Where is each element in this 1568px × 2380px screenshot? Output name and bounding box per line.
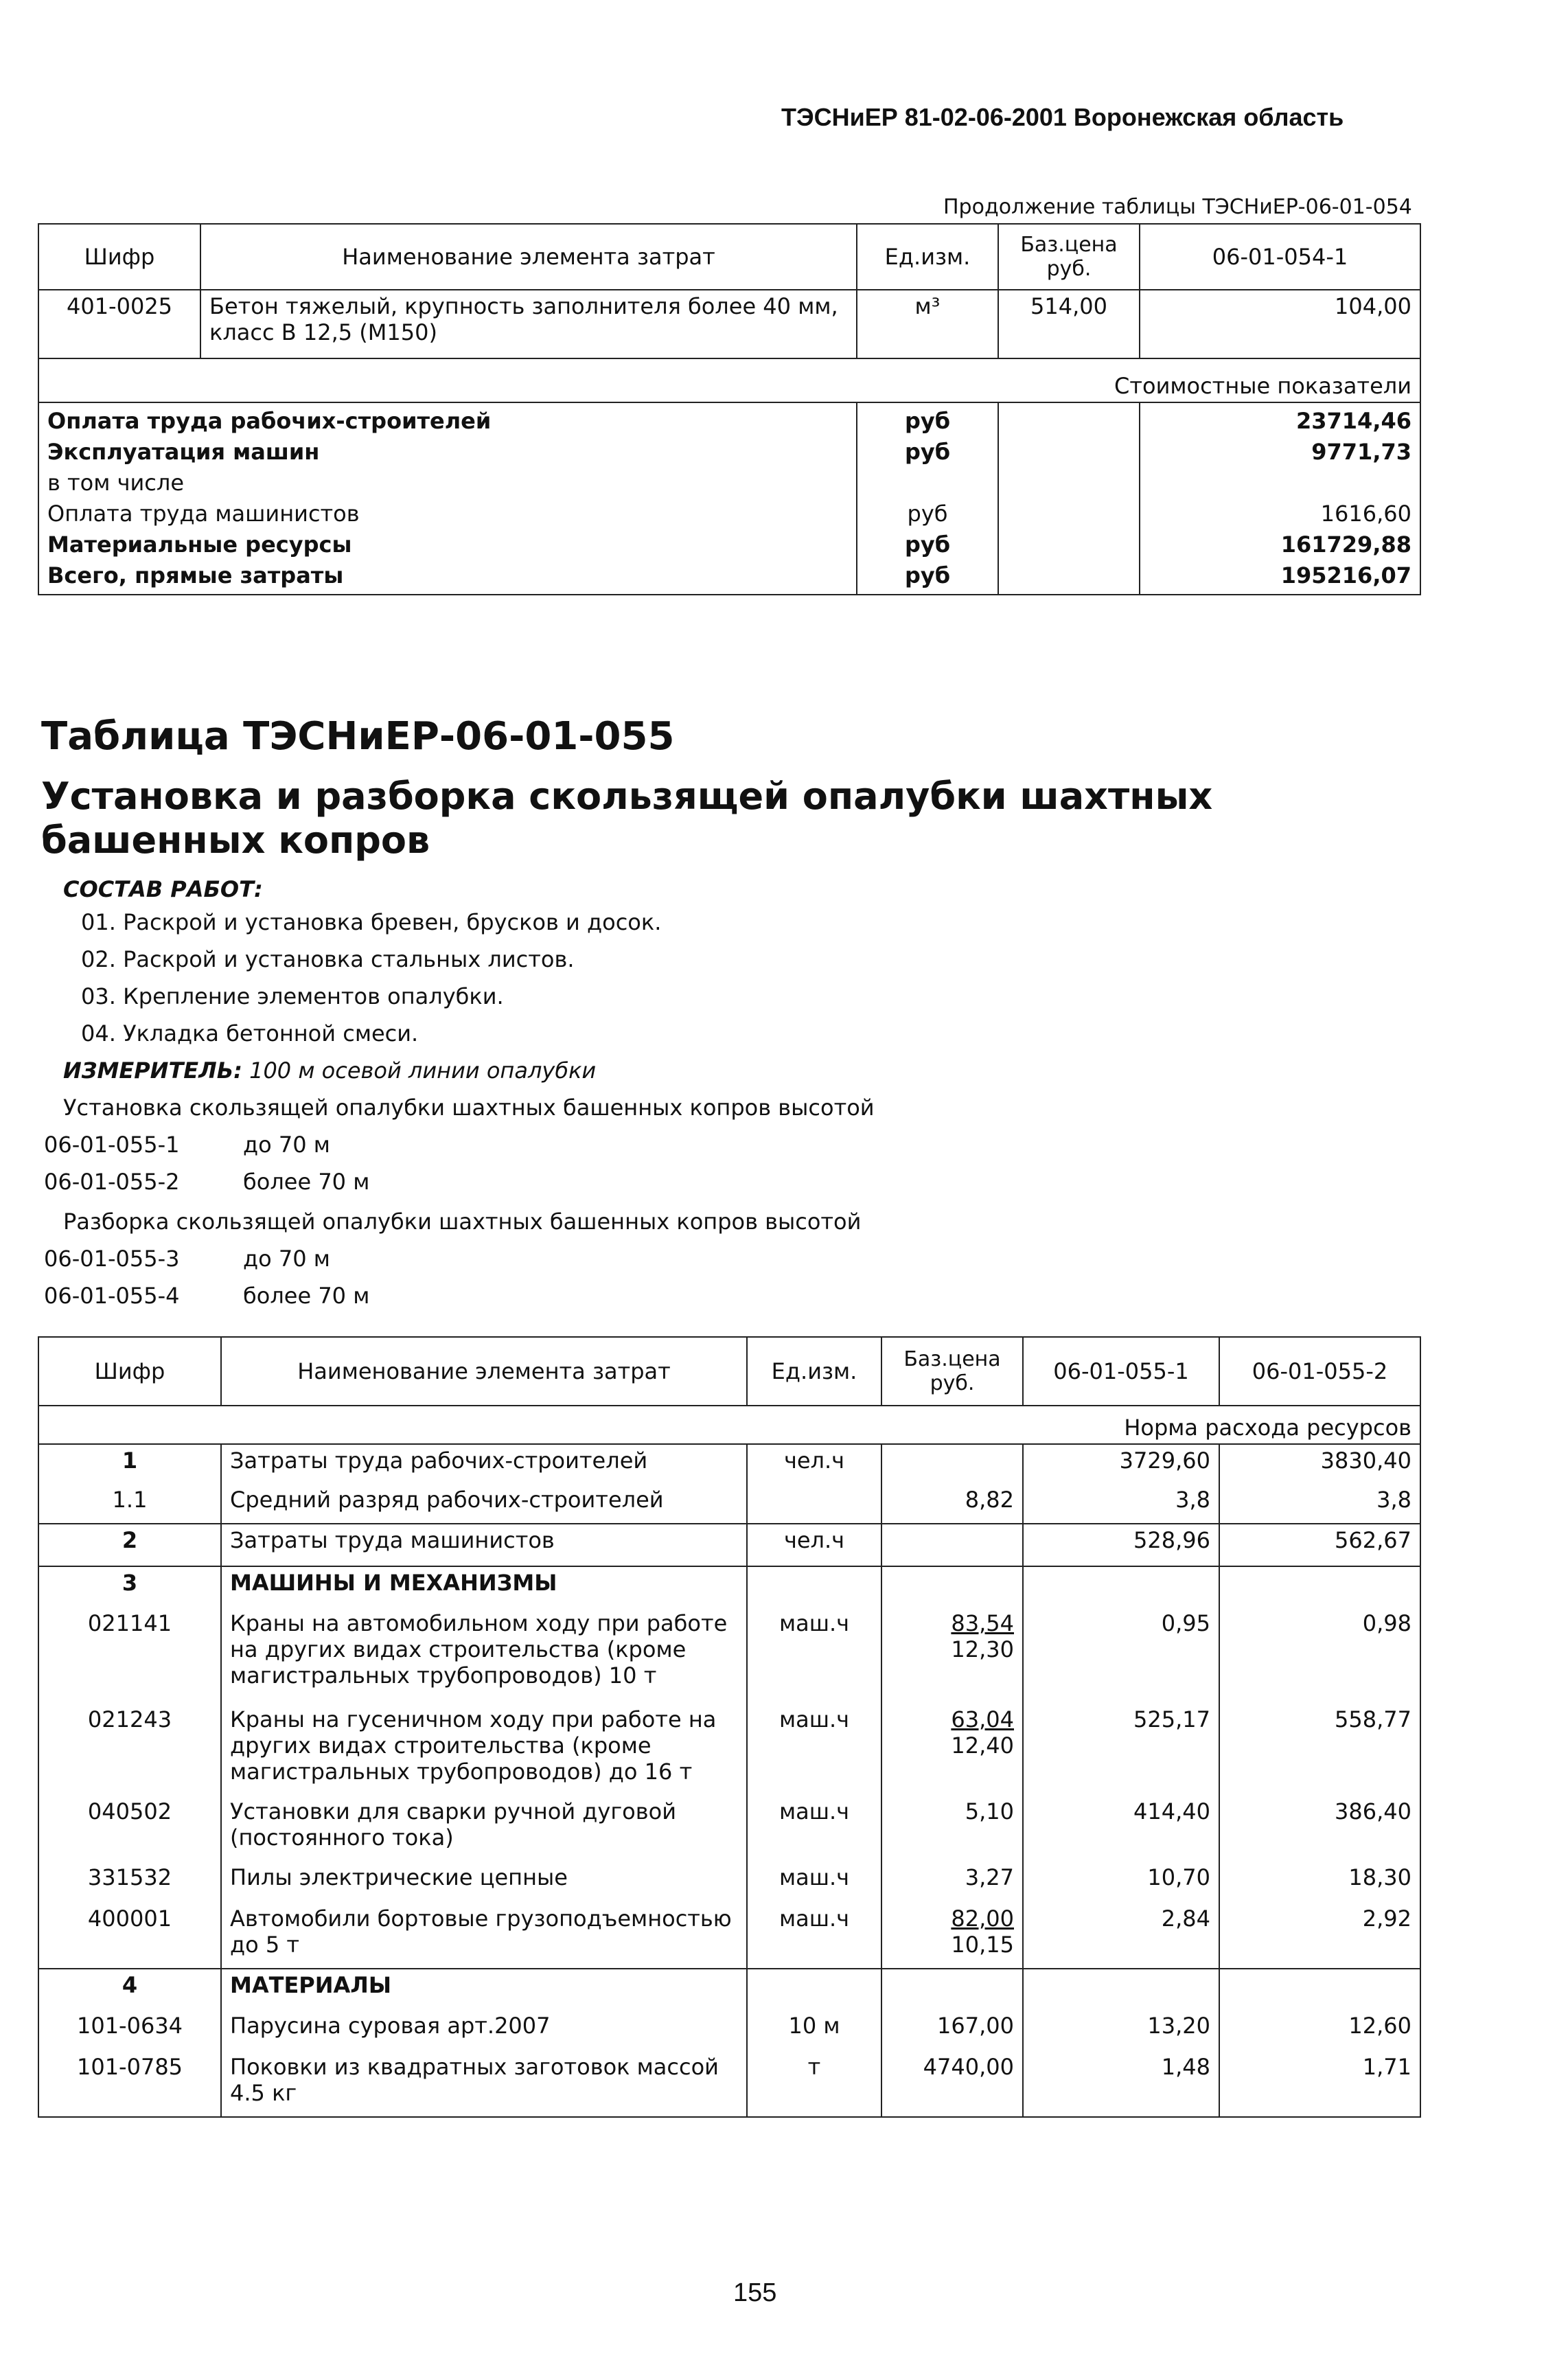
works-label (63, 871, 263, 908)
row-code: 101-0785 (38, 2051, 221, 2117)
group1-caption: Установка скользящей опалубки шахтных башенных копров высотой (63, 1095, 875, 1121)
row-unit (747, 1484, 881, 1524)
row-value-1: 2,84 (1023, 1903, 1219, 1969)
item-code: 06-01-055-1 (44, 1132, 180, 1158)
row-code: 021243 (38, 1704, 221, 1796)
col-header-norm: 06-01-054-1 (1140, 224, 1420, 290)
row-code: 4 (38, 1969, 221, 2010)
row-unit: т (747, 2051, 881, 2117)
row-name: Поковки из квадратных заготовок массой 4.5 кг (221, 2051, 747, 2117)
row-price: 167,00 (881, 2010, 1023, 2051)
row-name: Установки для сварки ручной дуговой (постоянного тока) (221, 1796, 747, 1862)
row-name: Затраты труда рабочих-строителей (221, 1444, 747, 1484)
col-header-name: Наименование элемента затрат (221, 1337, 747, 1406)
cost-name-including: в том числе (47, 470, 184, 496)
row-unit: чел.ч (747, 1444, 881, 1484)
table-title: Таблица ТЭСНиЕР-06-01-055 (41, 714, 675, 759)
works-list (81, 904, 661, 1052)
row-code: 1 (38, 1444, 221, 1484)
row-code: 040502 (38, 1796, 221, 1862)
row-unit: 10 м (747, 2010, 881, 2051)
row-value-2: 562,67 (1219, 1524, 1420, 1566)
col-header-unit: Ед.изм. (857, 224, 998, 290)
works-label-text: СОСТАВ РАБОТ: (63, 876, 263, 902)
row-code: 400001 (38, 1903, 221, 1969)
row-value-2: 0,98 (1219, 1607, 1420, 1704)
row-price (881, 1444, 1023, 1484)
row-name: Краны на гусеничном ходу при работе на других видах строительства (кроме магистральных трубопроводов) до 16 т (221, 1704, 747, 1796)
col-header-code: Шифр (38, 224, 200, 290)
cost-unit: руб (904, 562, 951, 588)
row-price (881, 1524, 1023, 1566)
cost-value-including (1149, 468, 1411, 499)
row-code: 2 (38, 1524, 221, 1566)
row-name: Пилы электрические цепные (221, 1862, 747, 1903)
row-unit: маш.ч (747, 1796, 881, 1862)
row-price: 82,00 (951, 1906, 1014, 1932)
row-value-1: 10,70 (1023, 1862, 1219, 1903)
row-name: Затраты труда машинистов (221, 1524, 747, 1566)
row-value-2: 1,71 (1219, 2051, 1420, 2117)
item-text: до 70 м (243, 1246, 330, 1272)
row-name: МАШИНЫ И МЕХАНИЗМЫ (221, 1566, 747, 1607)
section-heading: Установка и разборка скользящей опалубки шахтных башенных копров (41, 775, 1213, 862)
work-item: 02. Раскрой и установка стальных листов. (81, 946, 575, 972)
cost-value-operators: 1616,60 (1320, 501, 1411, 527)
resource-table-055 (38, 1336, 1421, 2118)
col-header-norm-2: 06-01-055-2 (1219, 1337, 1420, 1406)
cost-unit: руб (904, 408, 951, 434)
row-name: Краны на автомобильном ходу при работе на других видах строительства (кроме магистральных трубопроводов) 10 т (221, 1607, 747, 1704)
row-unit: чел.ч (747, 1524, 881, 1566)
row-code: 331532 (38, 1862, 221, 1903)
document-header: ТЭСНиЕР 81-02-06-2001 Воронежская область (781, 103, 1344, 131)
row-value-2: 2,92 (1219, 1903, 1420, 1969)
row-value-2: 386,40 (1219, 1796, 1420, 1862)
work-item: 01. Раскрой и установка бревен, брусков и досок. (81, 909, 662, 935)
row-value-2: 12,60 (1219, 2010, 1420, 2051)
row-value-1: 0,95 (1023, 1607, 1219, 1704)
item-text: до 70 м (243, 1132, 330, 1158)
row-price-operator: 10,15 (951, 1932, 1014, 1958)
row-price: 3,27 (881, 1862, 1023, 1903)
page-number: 155 (733, 2278, 777, 2307)
group2-caption: Разборка скользящей опалубки шахтных башенных копров высотой (63, 1209, 862, 1235)
cost-units (857, 402, 998, 595)
row-price-cell (881, 1607, 1023, 1704)
row-unit: маш.ч (747, 1903, 881, 1969)
row-value: 104,00 (1140, 290, 1420, 358)
cost-indicators-header: Стоимостные показатели (998, 358, 1420, 402)
row-price: 83,54 (951, 1610, 1014, 1636)
cost-name-workers: Оплата труда рабочих-строителей (47, 408, 492, 434)
col-header-unit: Ед.изм. (747, 1337, 881, 1406)
row-value-1: 525,17 (1023, 1704, 1219, 1796)
row-unit: маш.ч (747, 1704, 881, 1796)
cost-name-total: Всего, прямые затраты (47, 562, 344, 588)
col-header-norm-1: 06-01-055-1 (1023, 1337, 1219, 1406)
work-item: 03. Крепление элементов опалубки. (81, 983, 504, 1009)
row-value-1: 1,48 (1023, 2051, 1219, 2117)
row-name: Бетон тяжелый, крупность заполнителя более 40 мм, класс В 12,5 (М150) (200, 290, 857, 358)
group1-items (44, 1126, 369, 1200)
row-value-1: 13,20 (1023, 2010, 1219, 2051)
row-name: Парусина суровая арт.2007 (221, 2010, 747, 2051)
row-value-2: 18,30 (1219, 1862, 1420, 1903)
row-value-1: 528,96 (1023, 1524, 1219, 1566)
row-price-cell (881, 1704, 1023, 1796)
row-value-1: 3729,60 (1023, 1444, 1219, 1484)
resource-table-054 (38, 223, 1421, 595)
meter-value: 100 м осевой линии опалубки (249, 1057, 597, 1084)
row-value-2: 3,8 (1219, 1484, 1420, 1524)
cost-unit: руб (904, 531, 951, 558)
cost-name-machines: Эксплуатация машин (47, 439, 320, 465)
row-code: 101-0634 (38, 2010, 221, 2051)
row-price: 514,00 (998, 290, 1140, 358)
cost-unit: руб (904, 439, 951, 465)
cost-unit (866, 468, 989, 499)
cost-names (38, 402, 857, 595)
col-header-base-price: Баз.цена руб. (998, 224, 1140, 290)
item-code: 06-01-055-3 (44, 1246, 180, 1272)
meter-line (63, 1052, 596, 1089)
item-text: более 70 м (243, 1169, 370, 1195)
cost-name-operators: Оплата труда машинистов (47, 501, 360, 527)
item-text: более 70 м (243, 1283, 370, 1309)
row-name: Автомобили бортовые грузоподъемностью до 5 т (221, 1903, 747, 1969)
row-value-2: 558,77 (1219, 1704, 1420, 1796)
meter-label: ИЗМЕРИТЕЛЬ: (63, 1057, 242, 1084)
row-price: 4740,00 (881, 2051, 1023, 2117)
row-price: 5,10 (881, 1796, 1023, 1862)
row-value-2: 3830,40 (1219, 1444, 1420, 1484)
row-price: 8,82 (881, 1484, 1023, 1524)
row-value-1: 3,8 (1023, 1484, 1219, 1524)
row-code: 021141 (38, 1607, 221, 1704)
item-code: 06-01-055-4 (44, 1283, 180, 1309)
col-header-name: Наименование элемента затрат (200, 224, 857, 290)
row-code: 1.1 (38, 1484, 221, 1524)
item-code: 06-01-055-2 (44, 1169, 180, 1195)
col-header-base-price: Баз.цена руб. (881, 1337, 1023, 1406)
row-price: 63,04 (951, 1706, 1014, 1732)
table-continuation-label: Продолжение таблицы ТЭСНиЕР-06-01-054 (943, 195, 1412, 219)
cost-name-materials: Материальные ресурсы (47, 531, 352, 558)
row-unit: маш.ч (747, 1607, 881, 1704)
cost-value-workers: 23714,46 (1295, 408, 1411, 434)
group2-items (44, 1240, 369, 1314)
row-price-cell (881, 1903, 1023, 1969)
row-code: 401-0025 (38, 290, 200, 358)
row-value-1: 414,40 (1023, 1796, 1219, 1862)
row-name: МАТЕРИАЛЫ (221, 1969, 747, 2010)
row-price-operator: 12,30 (951, 1636, 1014, 1662)
norm-header: Норма расхода ресурсов (1023, 1406, 1420, 1444)
col-header-code: Шифр (38, 1337, 221, 1406)
row-unit: маш.ч (747, 1862, 881, 1903)
row-code: 3 (38, 1566, 221, 1607)
cost-values (1140, 402, 1420, 595)
cost-value-machines: 9771,73 (1311, 439, 1411, 465)
cost-value-total: 195216,07 (1280, 562, 1411, 588)
work-item: 04. Укладка бетонной смеси. (81, 1020, 419, 1046)
cost-value-materials: 161729,88 (1280, 531, 1411, 558)
cost-unit: руб (907, 501, 948, 527)
row-price-operator: 12,40 (951, 1732, 1014, 1759)
row-unit: м³ (857, 290, 998, 358)
row-name: Средний разряд рабочих-строителей (221, 1484, 747, 1524)
